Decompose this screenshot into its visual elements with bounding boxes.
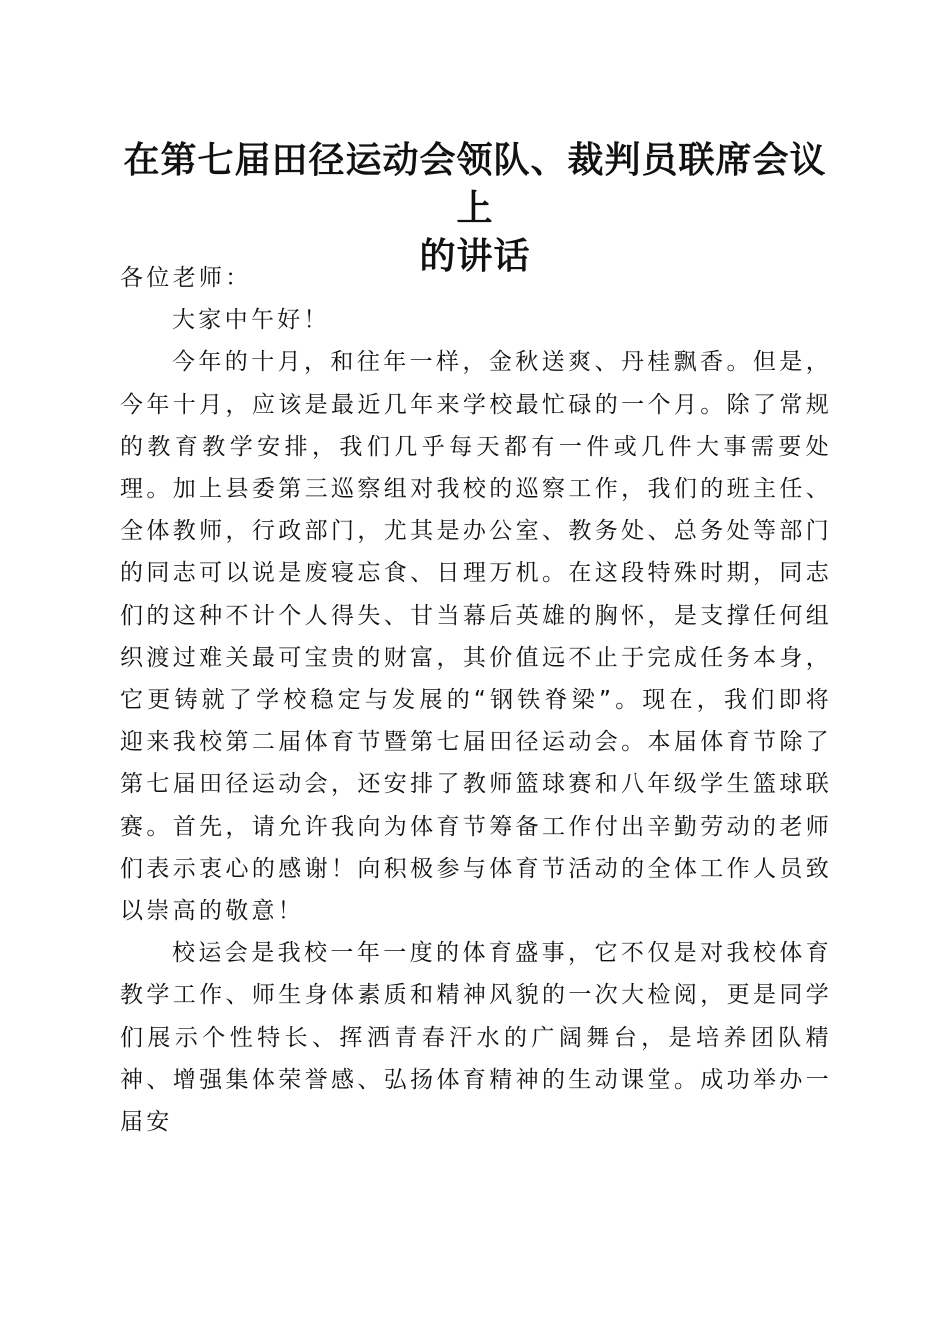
greeting-paragraph: 大家中午好！: [172, 307, 330, 334]
document-body: [120, 257, 832, 1143]
body-paragraph: 校运会是我校一年一度的体育盛事，它不仅是对我校体育教学工作、师生身体素质和精神风貌的一次大检阅，更是同学们展示个性特长、挥洒青春汗水的广阔舞台，是培养团队精神、增强集体荣誉感、弘扬体育精神的生动课堂。成功举办一届安: [120, 940, 832, 1136]
body-paragraph: 今年的十月，和往年一样，金秋送爽、丹桂飘香。但是，今年十月，应该是最近几年来学校最忙碌的一个月。除了常规的教育教学安排，我们几乎每天都有一件或几件大事需要处理。加上县委第三巡察组对我校的巡察工作，我们的班主任、全体教师，行政部门，尤其是办公室、教务处、总务处等部门的同志可以说是废寝忘食、日理万机。在这段特殊时期，同志们的这种不计个人得失、甘当幕后英雄的胸怀，是支撑任何组织渡过难关最可宝贵的财富，其价值远不止于完成任务本身，它更铸就了学校稳定与发展的“钢铁脊梁”。现在，我们即将迎来我校第二届体育节暨第七届田径运动会。本届体育节除了第七届田径运动会，还安排了教师篮球赛和八年级学生篮球联赛。首先，请允许我向为体育节筹备工作付出辛勤劳动的老师们表示衷心的感谢！向积极参与体育节活动的全体工作人员致以崇高的敬意！: [120, 349, 832, 925]
title-line-2: 的讲话: [419, 235, 531, 277]
salutation: 各位老师：: [120, 265, 252, 291]
title-line-1: 在第七届田径运动会领队、裁判员联席会议上: [123, 139, 827, 229]
